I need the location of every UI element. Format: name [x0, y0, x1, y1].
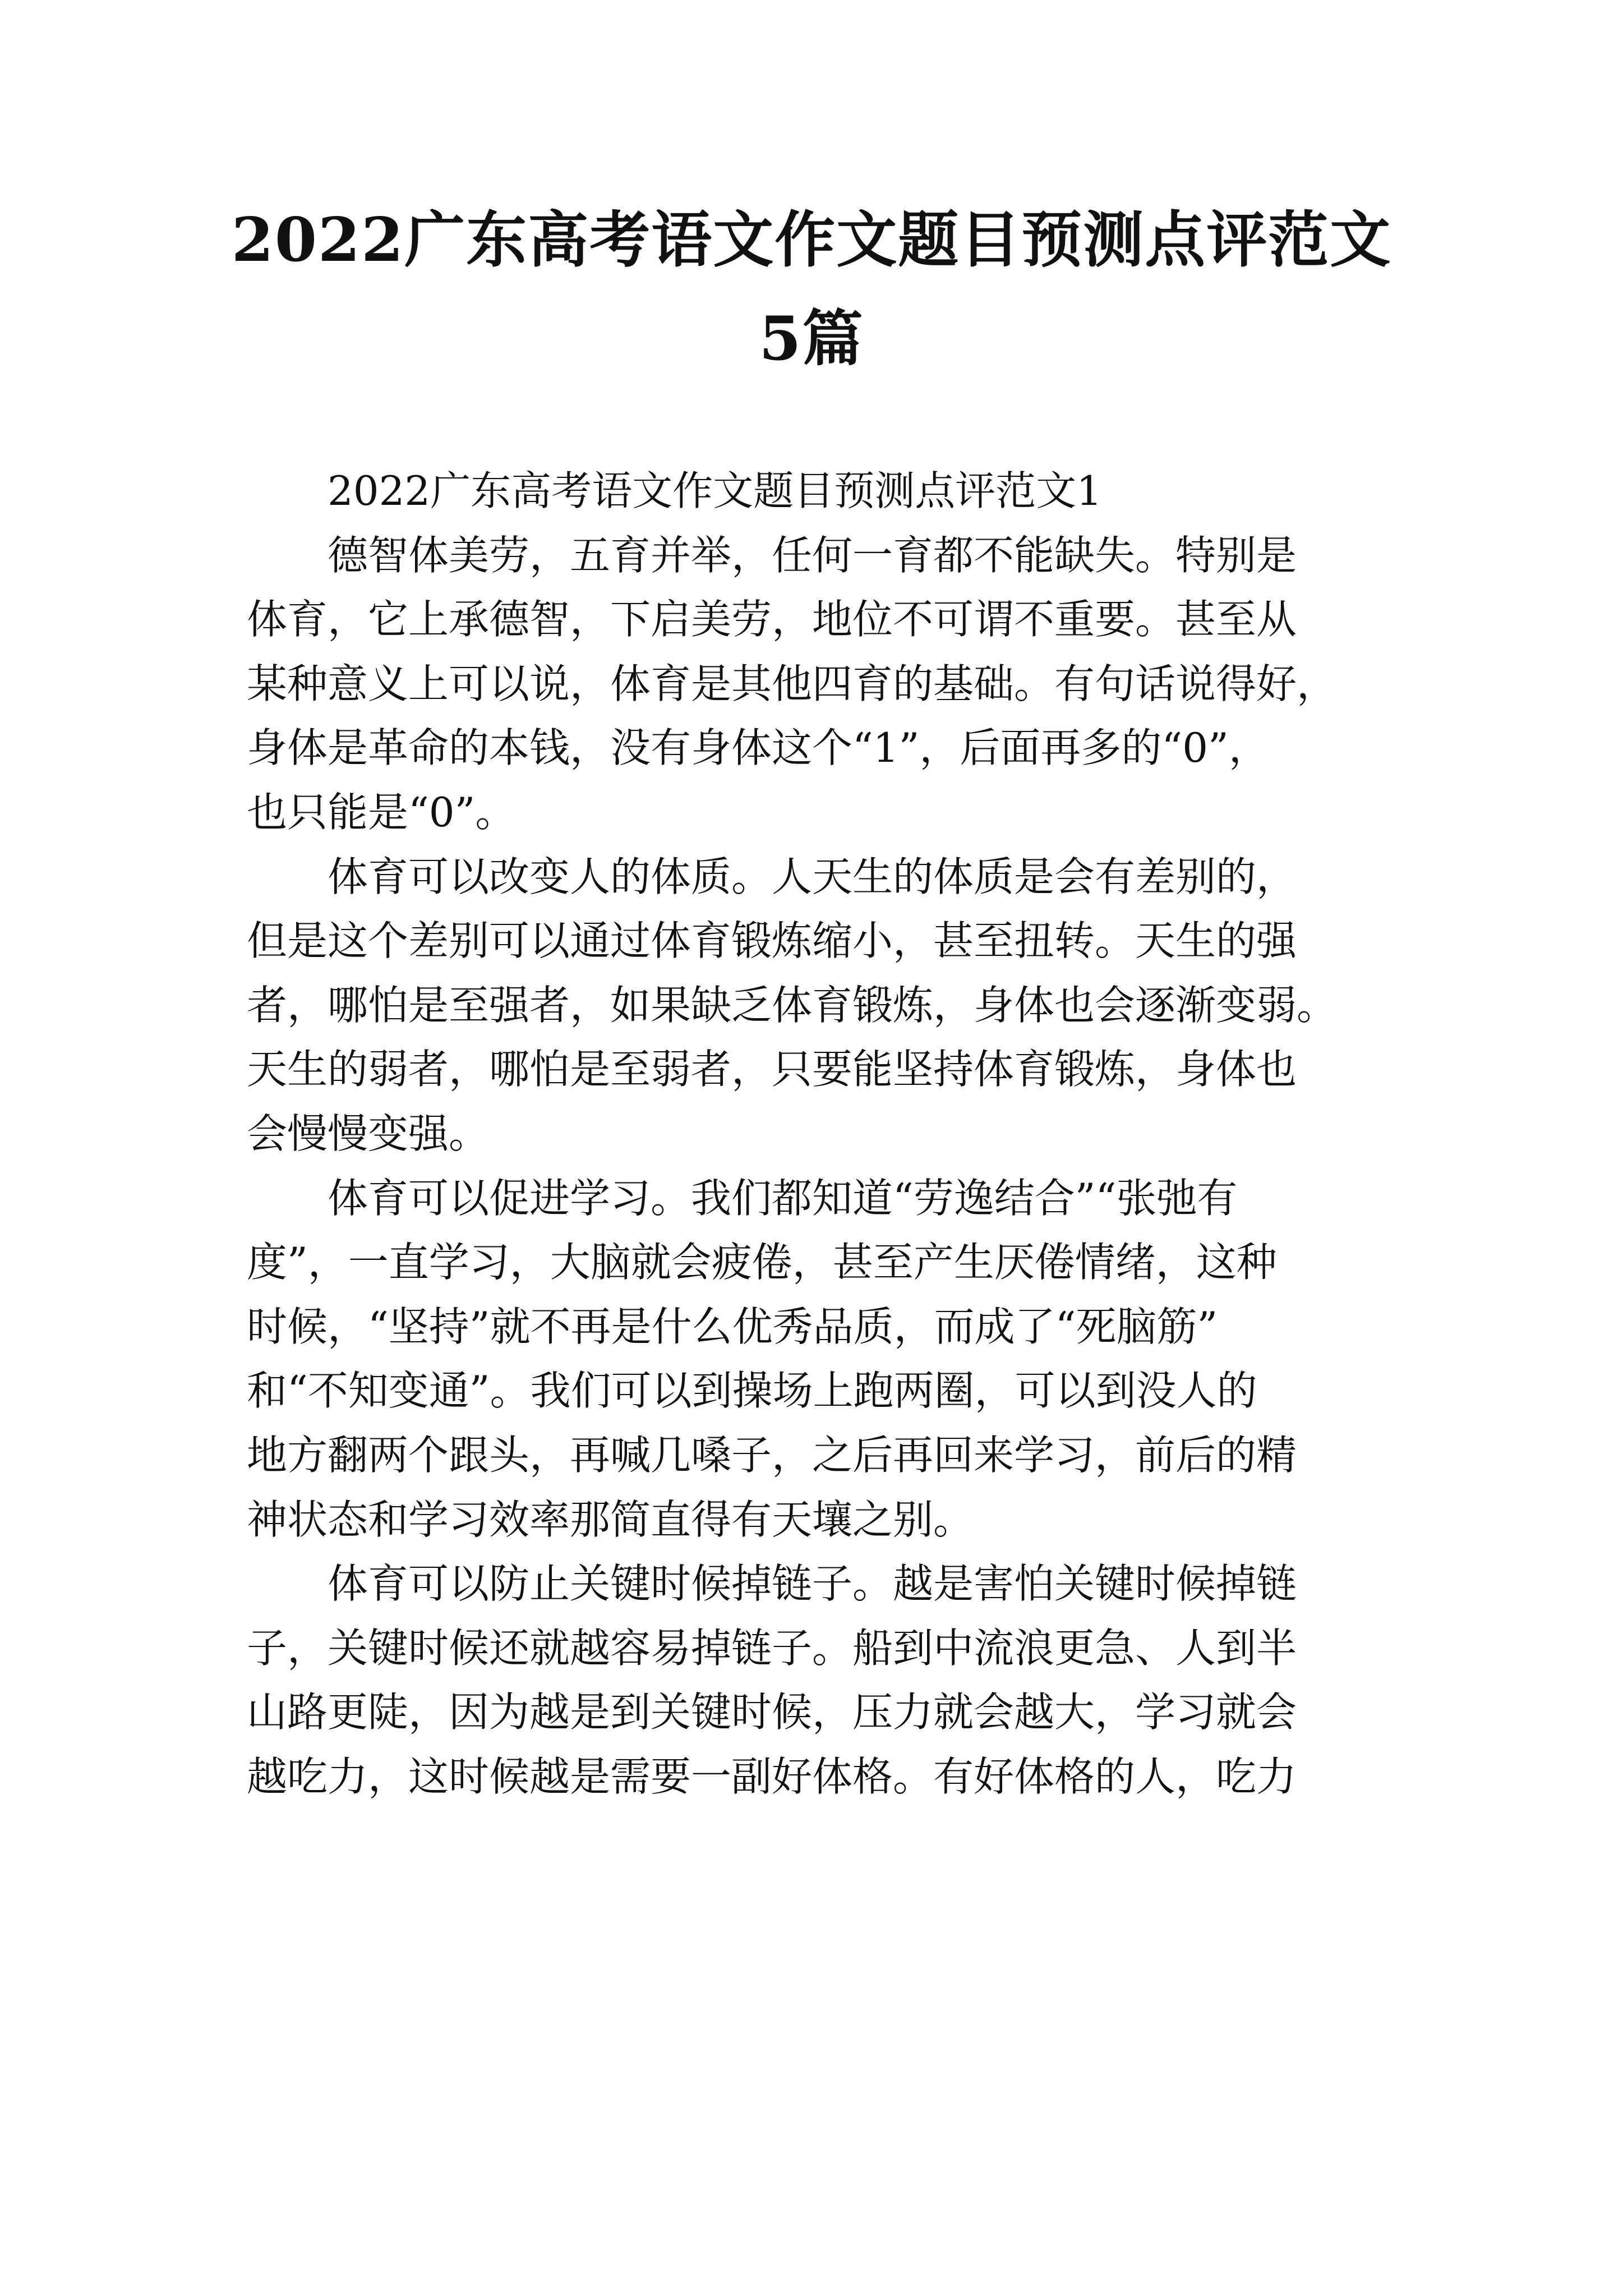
paragraph-2 [247, 845, 1391, 1166]
paragraph-line: 德智体美劳，五育并举，任何一育都不能缺失。特别是 [328, 531, 1297, 579]
paragraph-line: 度”，一直学习，大脑就会疲倦，甚至产生厌倦情绪，这种 [247, 1239, 1277, 1286]
paragraph-4 [247, 1552, 1391, 1809]
paragraph-line: 和“不知变通”。我们可以到操场上跑两圈，可以到没人的 [247, 1367, 1257, 1415]
paragraph-line: 地方翻两个跟头，再喊几嗓子，之后再回来学习，前后的精 [247, 1431, 1297, 1479]
paragraph-line: 体育，它上承德智，下启美劳，地位不可谓不重要。甚至从 [247, 596, 1297, 643]
paragraph-line: 体育可以促进学习。我们都知道“劳逸结合”“张弛有 [328, 1174, 1238, 1222]
title-line-1: 2022广东高考语文作文题目预测点评范文 [231, 205, 1392, 275]
document-body [247, 459, 1391, 1809]
paragraph-line: 天生的弱者，哪怕是至弱者，只要能坚持体育锻炼，身体也 [247, 1046, 1297, 1093]
paragraph-line: 体育可以防止关键时候掉链子。越是害怕关键时候掉链 [328, 1560, 1297, 1608]
paragraph-line: 会慢慢变强。 [247, 1110, 490, 1157]
paragraph-line: 越吃力，这时候越是需要一副好体格。有好体格的人，吃力 [247, 1752, 1297, 1800]
paragraph-line: 也只能是“0”。 [247, 788, 516, 836]
paragraph-line: 者，哪怕是至强者，如果缺乏体育锻炼，身体也会逐渐变弱。 [247, 981, 1338, 1029]
paragraph-line: 子，关键时候还就越容易掉链子。船到中流浪更急、人到半 [247, 1624, 1297, 1672]
paragraph-line: 但是这个差别可以通过体育锻炼缩小，甚至扭转。天生的强 [247, 917, 1297, 965]
paragraph-line: 身体是革命的本钱，没有身体这个“1”，后面再多的“0”， [247, 724, 1269, 772]
paragraph-line: 某种意义上可以说，体育是其他四育的基础。有句话说得好， [247, 660, 1338, 707]
document-title [213, 191, 1410, 388]
paragraph-line: 时候，“坚持”就不再是什么优秀品质，而成了“死脑筋” [247, 1303, 1218, 1350]
paragraph-line: 神状态和学习效率那简直得有天壤之别。 [247, 1496, 974, 1543]
paragraph-line: 体育可以改变人的体质。人天生的体质是会有差别的， [328, 853, 1297, 900]
paragraph-line: 山路更陡，因为越是到关键时候，压力就会越大，学习就会 [247, 1688, 1297, 1736]
section-heading: 2022广东高考语文作文题目预测点评范文1 [328, 467, 1103, 514]
title-line-2: 5篇 [759, 303, 864, 374]
paragraph-3 [247, 1166, 1391, 1552]
paragraph-1 [247, 523, 1391, 845]
